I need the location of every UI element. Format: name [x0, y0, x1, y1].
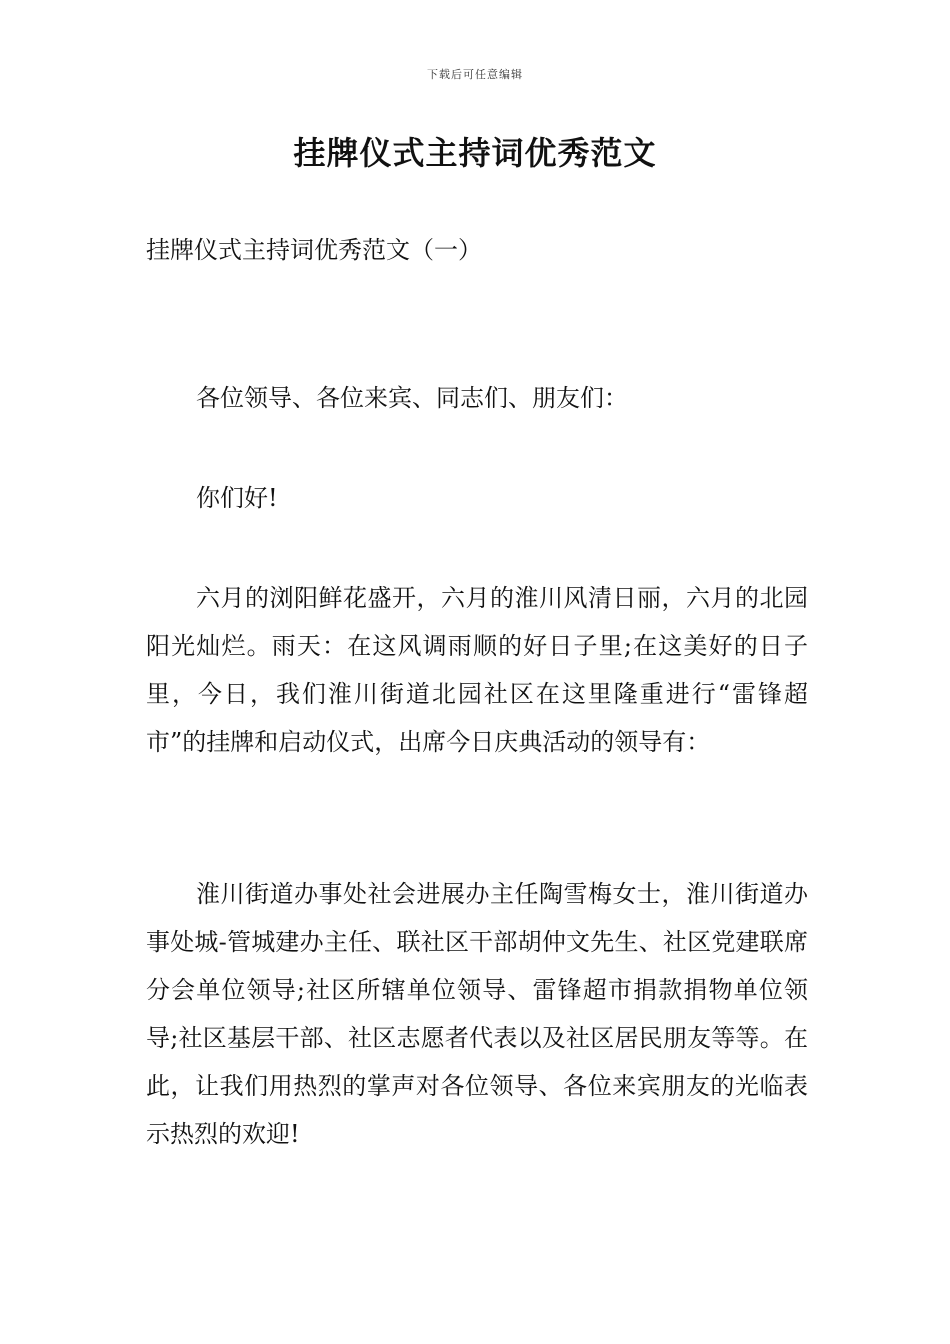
- paragraph-greeting: 各位领导、各位来宾、同志们、朋友们：: [196, 384, 628, 412]
- paragraph-hello: 你们好!: [196, 484, 278, 512]
- section-heading: 挂牌仪式主持词优秀范文（一）: [146, 236, 482, 264]
- paragraph-intro: 六月的浏阳鲜花盛开，六月的淮川风清日丽，六月的北园阳光灿烂。雨天：在这风调雨顺的好日子里;在这美好的日子里，今日，我们淮川街道北园社区在这里隆重进行“雷锋超市”的挂牌和启动仪式，出席今日庆典活动的领导有：: [146, 584, 808, 756]
- header-note: 下载后可任意编辑: [427, 68, 523, 81]
- paragraph-guests: 淮川街道办事处社会进展办主任陶雪梅女士，淮川街道办事处城-管城建办主任、联社区干部胡仲文先生、社区党建联席分会单位领导;社区所辖单位领导、雷锋超市捐款捐物单位领导;社区基层干部、社区志愿者代表以及社区居民朋友等等。在此，让我们用热烈的掌声对各位领导、各位来宾朋友的光临表示热烈的欢迎!: [146, 880, 808, 1148]
- document-title: 挂牌仪式主持词优秀范文: [293, 134, 657, 172]
